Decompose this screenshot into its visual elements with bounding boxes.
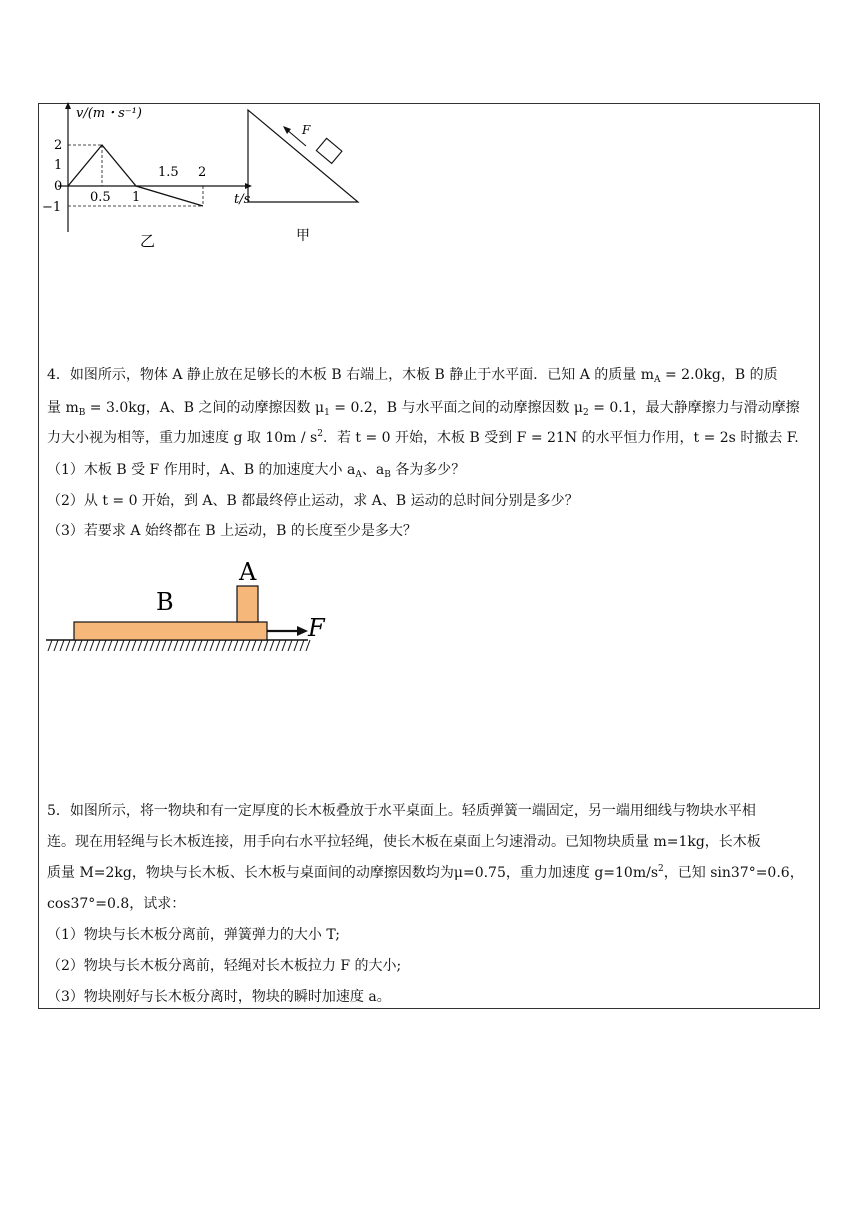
graph-caption: 乙 bbox=[140, 232, 156, 250]
ground-hatch-mark bbox=[48, 640, 52, 651]
ground-hatch-mark bbox=[234, 640, 238, 651]
incline-force-label: F bbox=[302, 123, 311, 137]
ground-hatch-mark bbox=[204, 640, 208, 651]
ground-hatch-mark bbox=[228, 640, 232, 651]
q5-sub2: （2）物块与长木板分离前，轻绳对长木板拉力 F 的大小; bbox=[47, 958, 402, 974]
ground-hatch-mark bbox=[270, 640, 274, 651]
graph-y-tick-2: 2 bbox=[54, 138, 63, 153]
ground-hatch-mark bbox=[150, 640, 154, 651]
q4-sub3: （3）若要求 A 始终都在 B 上运动，B 的长度至少是多大？ bbox=[47, 523, 417, 539]
q4-line1: 4．如图所示，物体 A 静止放在足够长的木板 B 右端上，木板 B 静止于水平面．已知 A 的质量 $m_A = 2.0kg$，B 的质 bbox=[47, 367, 778, 385]
ground-hatch-mark bbox=[72, 640, 76, 651]
ground-hatch-mark bbox=[138, 640, 142, 651]
ground-hatch-mark bbox=[156, 640, 160, 651]
q5-line1: 5．如图所示，将一物块和有一定厚度的长木板叠放于水平桌面上。轻质弹簧一端固定，另一端用细线与物块水平相 bbox=[47, 803, 756, 819]
ground-hatch-mark bbox=[216, 640, 220, 651]
ground-hatch-mark bbox=[258, 640, 262, 651]
graph-x-tick-2: 2 bbox=[198, 165, 207, 180]
graph-x-axis-label: t/s bbox=[234, 192, 251, 207]
ground-hatch-mark bbox=[264, 640, 268, 651]
ground-hatch-mark bbox=[294, 640, 298, 651]
incline-caption: 甲 bbox=[296, 228, 310, 244]
ground-hatch-mark bbox=[210, 640, 214, 651]
vt-graph bbox=[40, 100, 260, 260]
graph-y-axis-label: v/(m・s⁻¹) bbox=[76, 106, 142, 121]
ground-hatch-mark bbox=[192, 640, 196, 651]
ground-hatch-mark bbox=[102, 640, 106, 651]
ground-hatch-mark bbox=[246, 640, 250, 651]
q4-sub2: （2）从 t = 0 开始，到 A、B 都最终停止运动，求 A、B 运动的总时间分别是多少？ bbox=[47, 493, 579, 509]
graph-y-tick-0: 0 bbox=[54, 179, 63, 194]
ground-hatch-mark bbox=[120, 640, 124, 651]
ground-hatch-mark bbox=[300, 640, 304, 651]
ground-hatch-mark bbox=[90, 640, 94, 651]
ground-hatch-mark bbox=[162, 640, 166, 651]
ground-hatch-mark bbox=[252, 640, 256, 651]
graph-x-tick-1: 1 bbox=[132, 190, 141, 205]
ground-hatch-mark bbox=[282, 640, 286, 651]
ground-hatch-mark bbox=[60, 640, 64, 651]
ground-hatch-mark bbox=[222, 640, 226, 651]
q5-line2: 连。现在用轻绳与长木板连接，用手向右水平拉轻绳，使长木板在桌面上匀速滑动。已知物块质量 m=1kg，长木板 bbox=[47, 834, 761, 850]
label-B: B bbox=[156, 588, 174, 616]
graph-x-tick-1-5: 1.5 bbox=[158, 165, 179, 180]
graph-x-tick-0-5: 0.5 bbox=[90, 190, 111, 205]
ground-hatch-mark bbox=[114, 640, 118, 651]
q5-sub3: （3）物块刚好与长木板分离时，物块的瞬时加速度 a。 bbox=[47, 989, 391, 1005]
q5-line3: 质量 M=2kg，物块与长木板、长木板与桌面间的动摩擦因数均为μ=0.75，重力加速度 $g=10m/s^2$，已知 sin37°=0.6， bbox=[47, 864, 804, 881]
board-block-diagram bbox=[44, 552, 334, 662]
label-A: A bbox=[239, 558, 257, 586]
ground-hatch-mark bbox=[276, 640, 280, 651]
ground-hatch-mark bbox=[180, 640, 184, 651]
ground-hatch-mark bbox=[288, 640, 292, 651]
incline-diagram bbox=[240, 104, 370, 244]
ground-hatch-mark bbox=[168, 640, 172, 651]
graph-y-tick-neg1: −1 bbox=[42, 200, 62, 215]
q4-line3: 力大小视为相等，重力加速度 g 取 $10m / s^2$．若 t = 0 开始，木板 B 受到 F = 21N 的水平恒力作用，t = 2s 时撤去 F. bbox=[47, 429, 799, 446]
q4-sub1: （1）木板 B 受 F 作用时，A、B 的加速度大小 $a_A$、$a_B$ 各为多少？ bbox=[47, 462, 466, 480]
ground-hatch-mark bbox=[198, 640, 202, 651]
ground-hatch-mark bbox=[132, 640, 136, 651]
ground-hatch-mark bbox=[240, 640, 244, 651]
ground-hatch-mark bbox=[126, 640, 130, 651]
ground-hatch-mark bbox=[78, 640, 82, 651]
ground-hatch-mark bbox=[186, 640, 190, 651]
ground-hatch-mark bbox=[144, 640, 148, 651]
ground-hatch-mark bbox=[84, 640, 88, 651]
ground-hatch-mark bbox=[174, 640, 178, 651]
q5-sub1: （1）物块与长木板分离前，弹簧弹力的大小 T; bbox=[47, 927, 340, 943]
label-F: F bbox=[308, 614, 325, 642]
ground-hatch-mark bbox=[96, 640, 100, 651]
ground-hatch-mark bbox=[108, 640, 112, 651]
graph-y-tick-1: 1 bbox=[54, 158, 63, 173]
q5-line4: cos37°=0.8，试求： bbox=[47, 896, 186, 912]
ground-hatch-mark bbox=[66, 640, 70, 651]
ground-hatch-mark bbox=[54, 640, 58, 651]
q4-line2: 量 $m_B = 3.0kg$，A、B 之间的动摩擦因数 $\mu_1 = 0.2$，B 与水平面之间的动摩擦因数 $\mu_2 = 0.1$，最大静摩擦力与滑动摩擦 bbox=[47, 400, 800, 418]
